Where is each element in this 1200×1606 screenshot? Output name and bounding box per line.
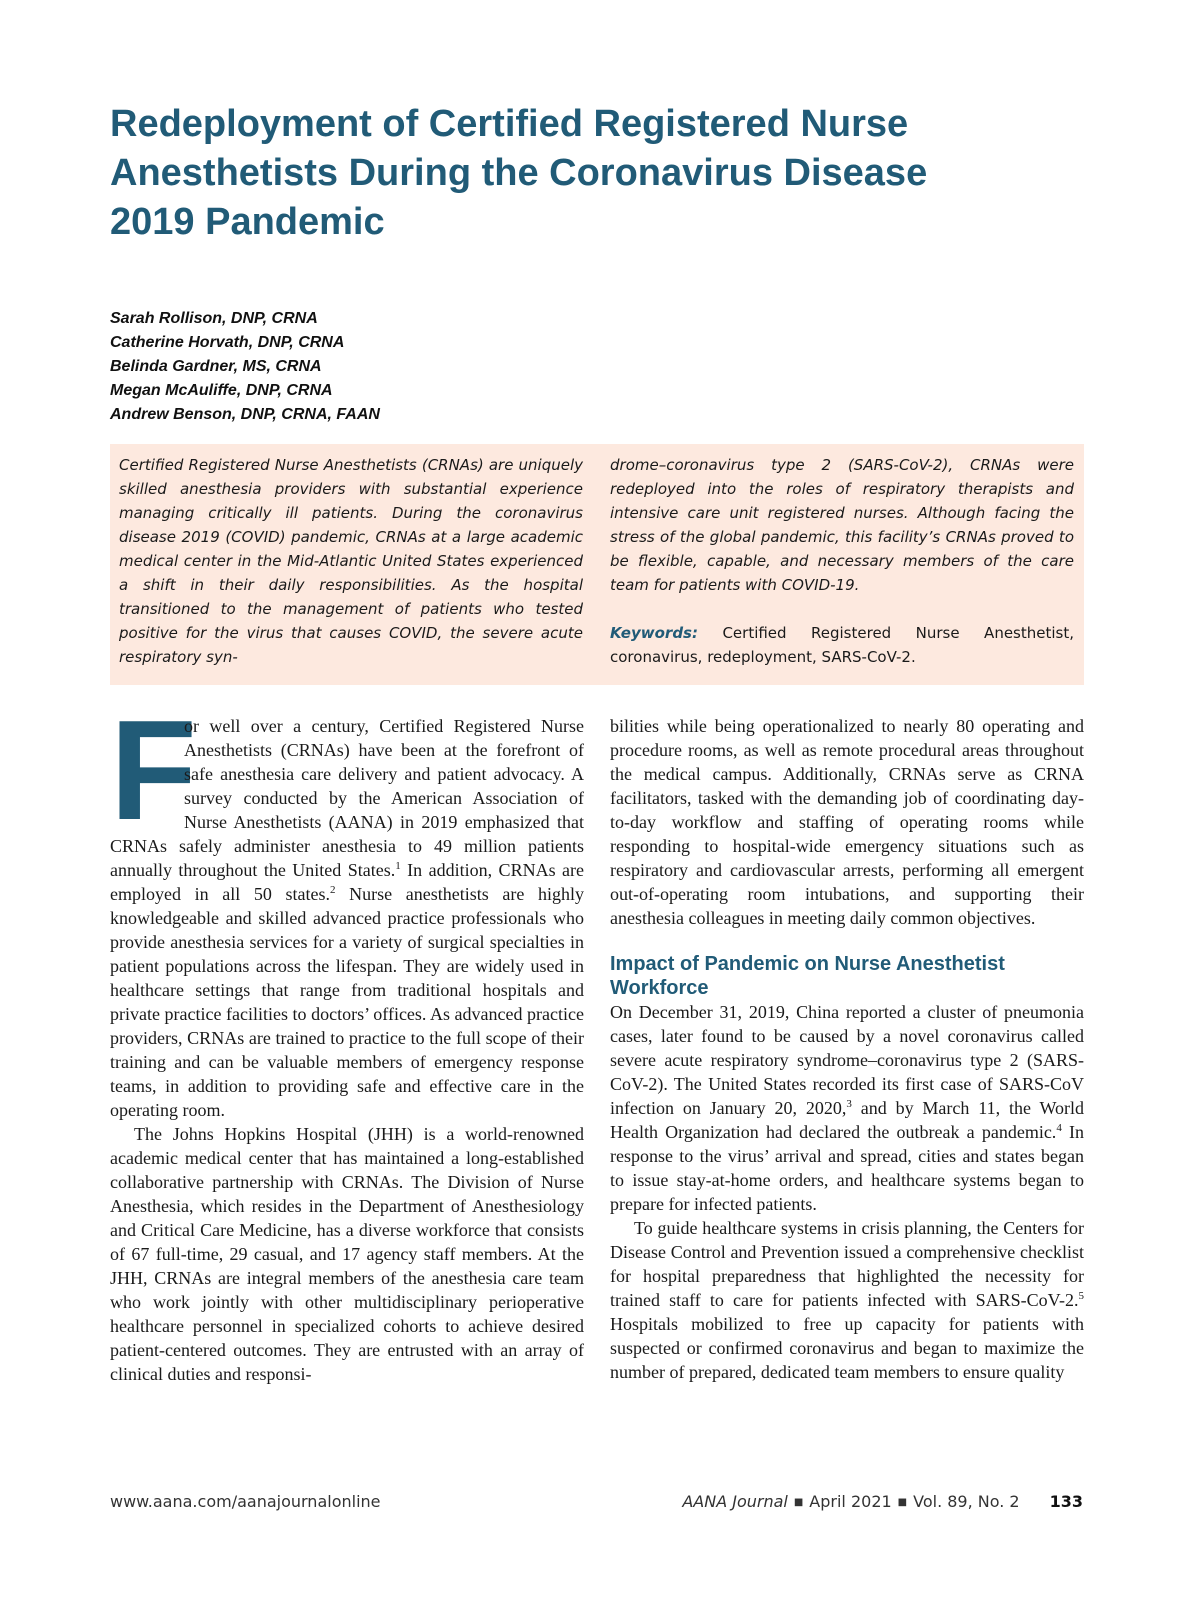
- journal-url-link[interactable]: www.aana.com/aanajournalonline: [110, 1492, 381, 1511]
- title-line: Redeployment of Certified Registered Nurse: [110, 103, 909, 145]
- body-paragraph: The Johns Hopkins Hospital (JHH) is a world-renowned academic medical center that has maintained a long-established collaborative partnership with CRNAs. The Division of Nurse Anesthesia, which resides in the Department of Anesthesiology and Critical Care Medicine, has a diverse workforce that consists of 67 full-time, 29 casual, and 17 agency staff members. At the JHH, CRNAs are integral members of the anesthesia care team who work jointly with other multidisciplinary perioperative healthcare personnel in specialized cohorts to achieve desired patient-centered outcomes. They are entrusted with an array of clinical duties and responsi-: [110, 1124, 584, 1384]
- separator-icon: ■: [897, 1497, 908, 1508]
- volume-issue: Vol. 89, No. 2: [913, 1492, 1020, 1511]
- citation-ref: 4: [1056, 1122, 1062, 1134]
- author: Catherine Horvath, DNP, CRNA: [110, 334, 345, 351]
- body-paragraph: On December 31, 2019, China reported a cluster of pneumonia cases, later found to be caused by a novel coronavirus called severe acute respiratory syndrome–coronavirus type 2 (SARS-CoV-2). The United States recorded its first case of SARS-CoV infection on January 20, 2020,$^3$ and by March 11, the World Health Organization had declared the outbreak a pandemic.$^4$ In response to the virus’ arrival and spread, cities and states began to issue stay-at-home orders, and healthcare systems began to prepare for infected patients.: [610, 1002, 1085, 1214]
- abstract-text: drome–coronavirus type 2 (SARS-CoV-2), CRNAs were redeployed into the roles of respiratory therapists and intensive care unit registered nurses. Although facing the stress of the global pandemic, this facility’s CRNAs proved to be flexible, capable, and necessary members of the care team for patients with COVID-19.: [610, 456, 1074, 594]
- citation-ref: 5: [1078, 1290, 1084, 1302]
- body-column-left: [110, 691, 585, 1386]
- keywords-label: Keywords:: [610, 624, 698, 642]
- author: Andrew Benson, DNP, CRNA, FAAN: [110, 406, 380, 423]
- citation-ref: 1: [395, 860, 401, 872]
- issue-date: April 2021: [809, 1492, 892, 1511]
- citation-ref: 2: [330, 884, 336, 896]
- abstract-text: Certified Registered Nurse Anesthetists (CRNAs) are uniquely skilled anesthesia providers with substantial experience managing critically ill patients. During the coronavirus disease 2019 (COVID) pandemic, CRNAs at a large academic medical center in the Mid-Atlantic United States experienced a shift in their daily responsibilities. As the hospital transitioned to the management of patients who tested positive for the virus that causes COVID, the severe acute respiratory syn-: [119, 456, 583, 666]
- author-list: [110, 307, 380, 427]
- title-line: Anesthetists During the Coronavirus Disease: [110, 152, 928, 194]
- abstract-box: [110, 444, 1084, 685]
- abstract-column-left: [119, 453, 583, 669]
- page-footer: [0, 1492, 1200, 1516]
- drop-cap: F: [110, 691, 197, 850]
- article-title: [110, 100, 1070, 247]
- abstract-column-right: [610, 453, 1074, 669]
- title-line: 2019 Pandemic: [110, 201, 385, 243]
- journal-name: AANA Journal: [682, 1492, 788, 1511]
- citation-ref: 3: [846, 1098, 852, 1110]
- author: Sarah Rollison, DNP, CRNA: [110, 310, 318, 327]
- body-paragraph: bilities while being operationalized to nearly 80 operating and procedure rooms, as well as remote procedural areas throughout the medical campus. Additionally, CRNAs serve as CRNA facilitators, tasked with the demanding job of coordinating day-to-day workflow and staffing of operating rooms while responding to hospital-wide emergency situations such as respiratory and cardiovascular arrests, performing all emergent out-of-operating room intubations, and supporting their anesthesia colleagues in meeting daily common objectives.: [610, 716, 1084, 928]
- keywords-text: Certified Registered Nurse Anesthetist, coronavirus, redeployment, SARS-CoV-2.: [610, 624, 1074, 666]
- page-number: 133: [1049, 1492, 1083, 1511]
- author: Megan McAuliffe, DNP, CRNA: [110, 382, 333, 399]
- body-paragraph: F or well over a century, Certified Registered Nurse Anesthetists (CRNAs) have been at the forefront of safe anesthesia care delivery and patient advocacy. A survey conducted by the American Association of Nurse Anesthetists (AANA) in 2019 emphasized that CRNAs safely administer anesthesia to 49 million patients annually throughout the United States.$^1$ In addition, CRNAs are employed in all 50 states.$^2$ Nurse anesthetists are highly knowledgeable and skilled advanced practice professionals who provide anesthesia services for a variety of surgical specialties in patient populations across the lifespan. They are widely used in healthcare settings that range from traditional hospitals and private practice facilities to doctors’ offices. As advanced practice providers, CRNAs are trained to practice to the full scope of their training and can be valuable members of emergency response teams, in addition to providing safe and effective care in the operating room.: [110, 691, 585, 1120]
- section-heading: Impact of Pandemic on Nurse Anesthetist Workforce: [610, 953, 1005, 999]
- keywords: [610, 621, 1074, 669]
- body-paragraph: To guide healthcare systems in crisis planning, the Centers for Disease Control and Prevention issued a comprehensive checklist for hospital preparedness that highlighted the necessity for trained staff to care for patients infected with SARS-CoV-2.$^5$ Hospitals mobilized to free up capacity for patients with suspected or confirmed coronavirus and began to maximize the number of prepared, dedicated team members to ensure quality: [610, 1218, 1084, 1382]
- author: Belinda Gardner, MS, CRNA: [110, 358, 322, 375]
- footer-citation: [682, 1492, 1083, 1511]
- separator-icon: ■: [793, 1497, 804, 1508]
- body-column-right: [610, 714, 1084, 1384]
